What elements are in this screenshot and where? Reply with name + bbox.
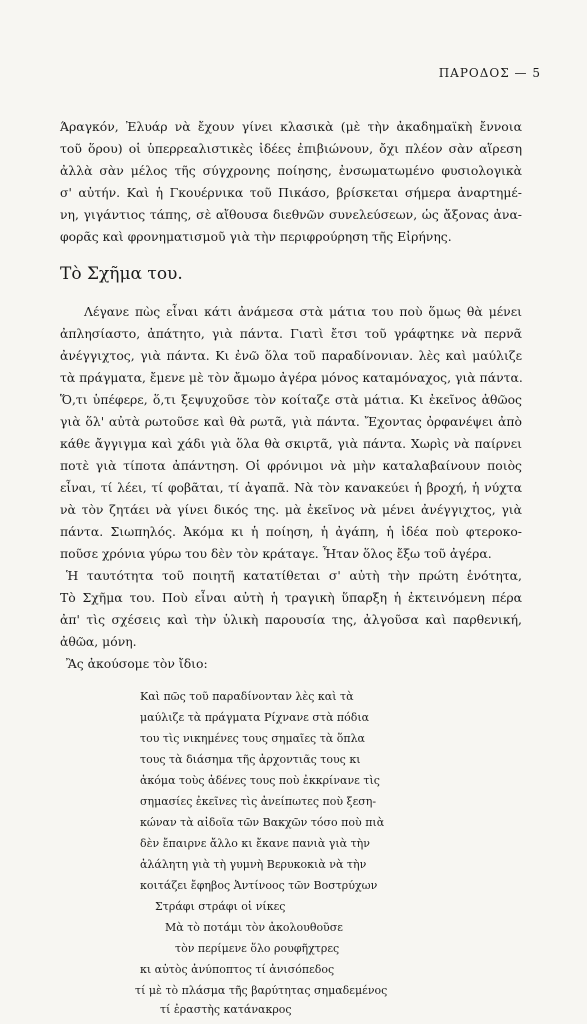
page-header: ΠΑΡΟΔΟΣ — 5	[438, 66, 541, 80]
poem-line: δὲν ἔπαιρνε ἄλλο κι ἔκανε πανιὰ γιὰ τὴν	[140, 837, 370, 850]
poem-line: Μὰ τὸ ποτάμι τὸν ἀκολουθοῦσε	[165, 921, 343, 934]
text-line: φορᾶς καὶ φρονηματισμοῦ γιὰ τὴν περιφρούρηση τῆς Εἰρήνης.	[60, 229, 452, 244]
poem-line: κώναν τὰ αἰδοῖα τῶν Βακχῶν τόσο ποὺ πιὰ	[140, 816, 385, 829]
poem-line: Καὶ πῶς τοῦ παραδίνονταν λὲς καὶ τὰ	[140, 690, 354, 703]
poem-line: τί μὲ τὸ πλάσμα τῆς βαρύτητας σημαδεμένος	[135, 984, 388, 997]
poem-line: ἀκόμα τοὺς ἀδένες τους ποὺ ἐκκρίνανε τὶς	[140, 774, 380, 787]
poem-line: σημασίες ἐκεῖνες τὶς ἀνείπωτες ποὺ ξεση-	[140, 795, 377, 808]
poem-line: ἀλάλητη γιὰ τὴ γυμνὴ Βερυκοκιὰ νὰ τὴν	[140, 858, 367, 871]
poem-line: μαύλιζε τὰ πράγματα Ρίχνανε στὰ πόδια	[140, 711, 370, 724]
text-line: Λέγανε πὼς εἶναι κάτι ἀνάμεσα στὰ μάτια του ποὺ ὅμως θὰ μένει	[84, 304, 522, 319]
text-line: γιὰ ὅλ' αὐτὰ ρωτοῦσε καὶ θὰ ρωτᾶ, γιὰ πάντα. Ἔχοντας ὀρφανέψει ἀπὸ	[60, 414, 522, 429]
poem-line: του τὶς νικημένες τους σημαῖες τὰ ὅπλα	[140, 732, 365, 745]
section-title: Τὸ Σχῆμα του.	[60, 264, 183, 284]
text-line: ἀθῶα, μόνη.	[60, 634, 137, 649]
poem-line: τὸν περίμενε ὅλο ρουφῆχτρες	[175, 942, 340, 955]
text-line: κάθε ἄγγιγμα καὶ χάδι γιὰ ὅλα θὰ σκιρτᾶ, γιὰ πάντα. Χωρὶς νὰ παίρνει	[60, 436, 522, 451]
text-line: ποτὲ γιὰ τίποτα ἀπάντηση. Οἱ φρόνιμοι νὰ μὴν καταλαβαίνουν ποιὸς	[60, 458, 522, 473]
text-line: πάντα. Σιωπηλός. Ἀκόμα κι ἡ ποίηση, ἡ ἀγάπη, ἡ ἰδέα ποὺ φτεροκο-	[60, 524, 522, 539]
poem-line: τί ἐραστὴς κατάνακρος	[160, 1003, 292, 1016]
text-line: Ἡ ταυτότητα τοῦ ποιητῆ κατατίθεται σ' αὐτὴ τὴν πρώτη ἑνότητα,	[66, 568, 522, 583]
text-line: εἶναι, τί λέει, τί φοβᾶται, τί ἀγαπᾶ. Νὰ τὸν κανακεύει ἡ βροχή, ἡ νύχτα	[60, 480, 522, 495]
text-line: τοῦ ὅρου) οἱ ὑπερρεαλιστικὲς ἰδέες ἐπιβιώνουν, ὄχι πλέον σὰν αἵρεση	[60, 141, 522, 156]
text-line: σ' αὐτήν. Καὶ ἡ Γκουέρνικα τοῦ Πικάσο, βρίσκεται σήμερα ἀναρτημέ-	[60, 185, 522, 200]
text-line: Ἂς ἀκούσομε τὸν ἴδιο:	[66, 656, 208, 671]
text-line: ἀπ' τὶς σχέσεις καὶ τὴν ὑλικὴ παρουσία της, ἀλγοῦσα καὶ παρθενική,	[60, 612, 522, 627]
text-line: Ὅ,τι ὑπέφερε, ὅ,τι ξεψυχοῦσε τὸν κοίταζε στὰ μάτια. Κι ἐκεῖνος ἀθῶος	[60, 392, 522, 407]
text-line: νὰ τὸν ζητάει νὰ γίνει δικός της. μὰ ἐκεῖνος νὰ μένει ἀνέγγιχτος, γιὰ	[60, 502, 522, 517]
text-line: ποῦσε χρόνια γύρω του δὲν τὸν κράταγε. Ἦταν ὅλος ἔξω τοῦ ἀγέρα.	[60, 546, 492, 561]
poem-line: τους τὰ διάσημα τῆς ἀρχοντιᾶς τους κι	[140, 753, 361, 766]
text-line: νη, γιγάντιος τάπης, σὲ αἴθουσα διεθνῶν συνελεύσεων, ὡς ἄξονας ἀνα-	[60, 207, 522, 222]
text-line: ἀνέγγιχτος, γιὰ πάντα. Κι ἐνῶ ὅλα τοῦ παραδίνονιαν. λὲς καὶ μαύλιζε	[60, 348, 522, 363]
poem-line: κοιτάζει ἔφηβος Ἀντίνοος τῶν Βοστρύχων	[140, 879, 378, 892]
text-line: τὰ πράγματα, ἔμενε μὲ τὸν ἄμωμο ἀγέρα μόνος καταμόναχος, γιὰ πάντα.	[60, 370, 523, 385]
text-line: ἀλλὰ σὰν μέλος τῆς σύγχρονης ποίησης, ἐνσωματωμένο φυσιολογικὰ	[60, 163, 522, 178]
poem-line: κι αὐτὸς ἀνύποπτος τί ἀνισόπεδος	[140, 963, 335, 976]
text-line: Τὸ Σχῆμα του. Ποὺ εἶναι αὐτὴ ἡ τραγικὴ ὕπαρξη ἡ ἐκτεινόμενη πέρα	[60, 590, 522, 605]
text-line: ἀπλησίαστο, ἀπάτητο, γιὰ πάντα. Γιατὶ ἔτσι τοῦ γράφτηκε νὰ περνᾶ	[60, 326, 522, 341]
text-line: Άραγκόν, Ἐλυάρ νὰ ἔχουν γίνει κλασικὰ (μὲ τὴν ἀκαδημαϊκὴ ἔννοια	[60, 119, 522, 134]
poem-line: Στράφι στράφι οἱ νίκες	[155, 900, 286, 913]
